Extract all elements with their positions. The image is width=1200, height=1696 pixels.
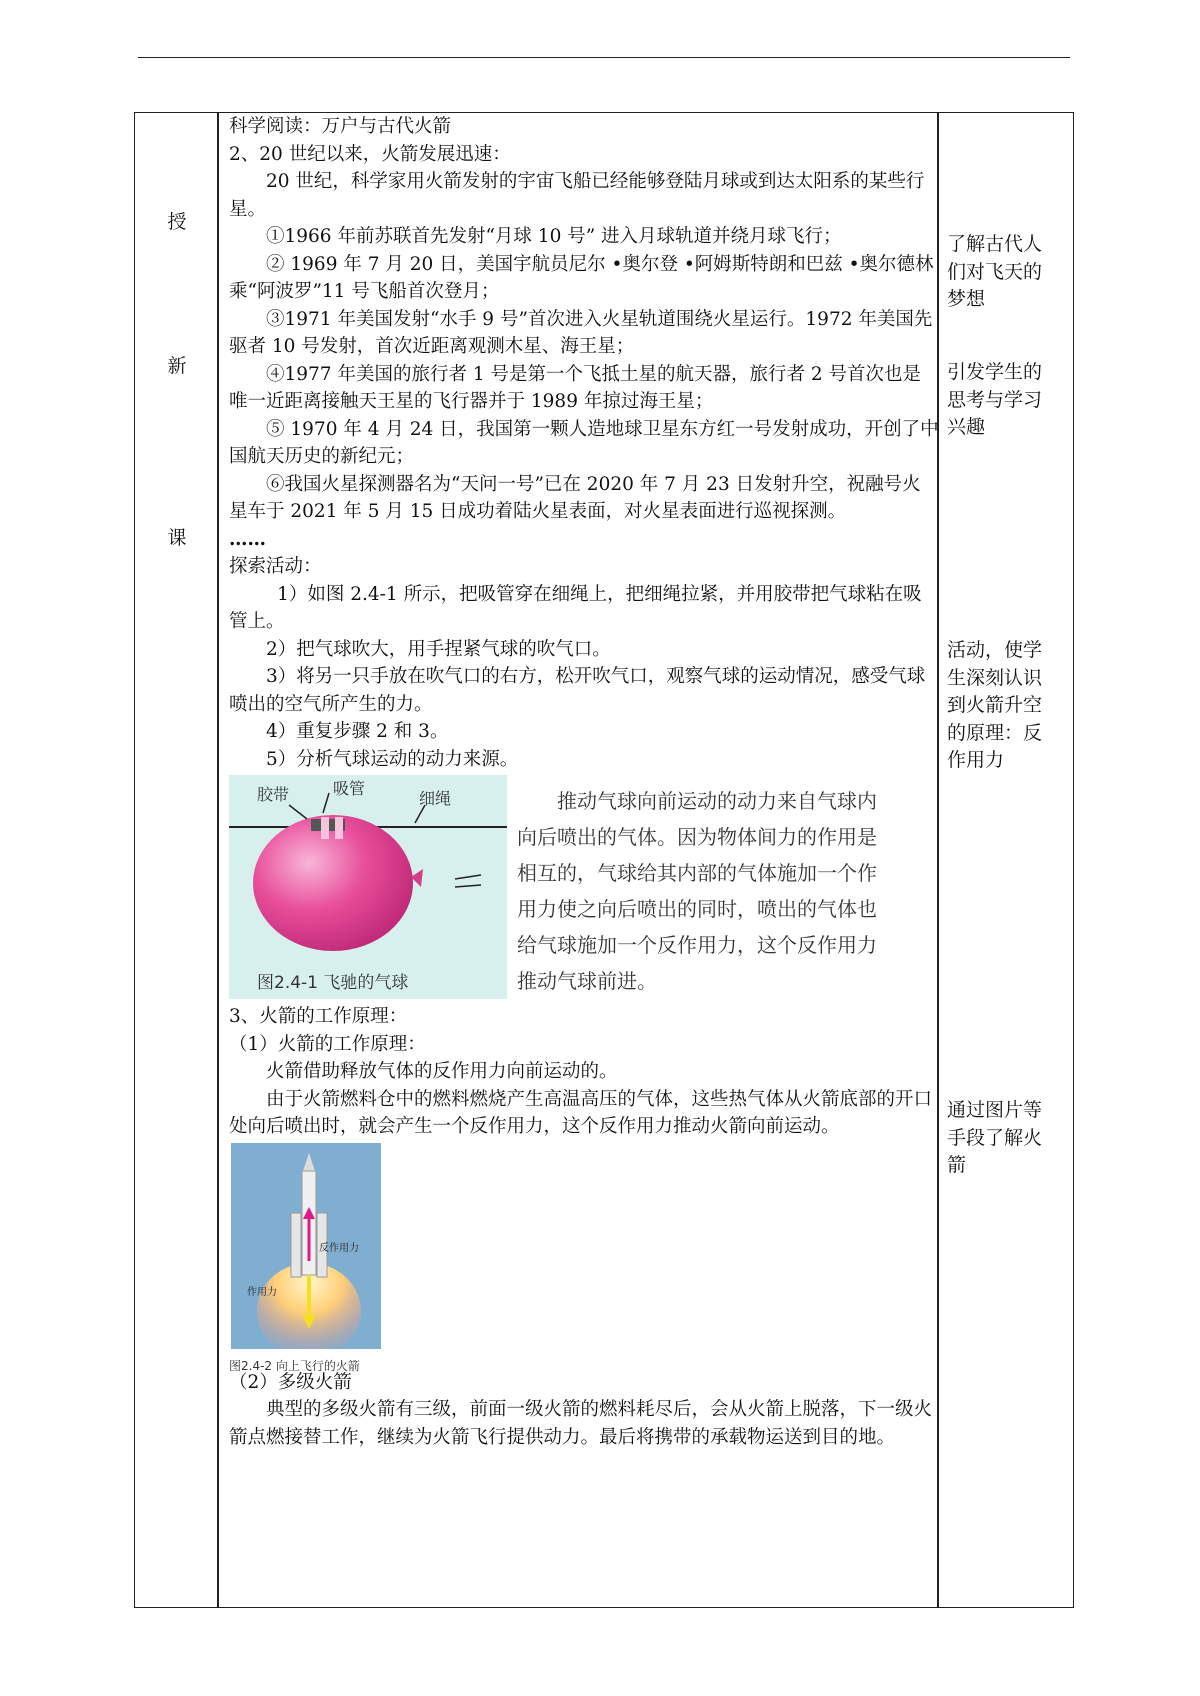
column-divider-left bbox=[217, 113, 219, 1607]
section-2-title: 2、20 世纪以来，火箭发展迅速： bbox=[229, 143, 511, 165]
label-string: 细绳 bbox=[419, 789, 452, 808]
history-item-4: ④1977 年美国的旅行者 1 号是第一个飞抵土星的航天器，旅行者 2 号首次也是唯一近距离接触天王星的飞行器并于 1989 年掠过海王星； bbox=[229, 363, 922, 412]
section-char-2: 新 bbox=[167, 355, 187, 377]
header-rule bbox=[138, 57, 1070, 58]
note-line: 到火箭升空 bbox=[947, 694, 1043, 716]
note-line: 了解古代人 bbox=[947, 233, 1043, 255]
explore-step-2: 2）把气球吹大，用手捏紧气球的吹气口。 bbox=[266, 638, 611, 660]
explore-step-5: 5）分析气球运动的动力来源。 bbox=[266, 748, 519, 770]
balloon-illustration bbox=[229, 775, 507, 999]
figure-balloon-explanation bbox=[517, 783, 877, 999]
history-item-1: ①1966 年前苏联首先发射“月球 10 号” 进入月球轨道并绕月球飞行； bbox=[266, 226, 842, 247]
main-content bbox=[229, 113, 939, 1451]
note-line: 思考与学习 bbox=[947, 388, 1043, 411]
label-action-force: 作用力 bbox=[247, 1286, 277, 1298]
multistage-paragraph: 典型的多级火箭有三级，前面一级火箭的燃料耗尽后，会从火箭上脱落，下一级火箭点燃接替工作，继续为火箭飞行提供动力。最后将携带的承载物运送到目的地。 bbox=[229, 1399, 933, 1448]
note-line: 手段了解火 bbox=[947, 1126, 1043, 1149]
label-straw: 吸管 bbox=[333, 779, 366, 798]
note-line: 兴趣 bbox=[947, 416, 986, 438]
history-item-5: ⑤ 1970 年 4 月 24 日，我国第一颗人造地球卫星东方红一号发射成功，开创了中国航天历史的新纪元； bbox=[229, 418, 939, 467]
ellipsis: …… bbox=[229, 528, 266, 550]
explanation-line: 向后喷出的气体。因为物体间力的作用是 bbox=[517, 825, 877, 849]
note-line: 生深刻认识 bbox=[947, 666, 1043, 689]
figure-balloon bbox=[229, 775, 939, 1001]
explore-step-3: 3）将另一只手放在吹气口的右方，松开吹气口，观察气球的运动情况，感受气球喷出的空气所产生的力。 bbox=[229, 666, 926, 715]
reading-title: 科学阅读：万户与古代火箭 bbox=[229, 116, 452, 137]
section-char-3: 课 bbox=[167, 527, 187, 549]
paragraph-20th-century: 20 世纪，科学家用火箭发射的宇宙飞船已经能够登陆月球或到达太阳系的某些行星。 bbox=[229, 171, 925, 220]
label-tape: 胶带 bbox=[257, 785, 290, 804]
note-line: 箭 bbox=[947, 1154, 967, 1176]
explore-title: 探索活动： bbox=[229, 556, 322, 577]
note-line: 引发学生的 bbox=[947, 361, 1043, 383]
note-line: 们对飞天的 bbox=[947, 260, 1043, 283]
explanation-line: 推动气球向前运动的动力来自气球内 bbox=[557, 789, 877, 813]
explore-step-1: 1）如图 2.4-1 所示，把吸管穿在细绳上，把细绳拉紧，并用胶带把气球粘在吸管上。 bbox=[229, 583, 922, 632]
figure-rocket bbox=[229, 1143, 939, 1373]
explanation-line: 相互的，气球给其内部的气体施加一个作 bbox=[517, 861, 877, 885]
note-line: 通过图片等 bbox=[947, 1099, 1043, 1121]
subsection-2-title: （2）多级火箭 bbox=[229, 1371, 352, 1393]
principle-1: 火箭借助释放气体的反作用力向前运动的。 bbox=[266, 1061, 618, 1082]
history-item-2: ② 1969 年 7 月 20 日，美国宇航员尼尔 •奥尔登 •阿姆斯特朗和巴兹 •奥尔德林乘“阿波罗”11 号飞船首次登月； bbox=[229, 253, 934, 302]
section-3-title: 3、火箭的工作原理： bbox=[229, 1006, 408, 1027]
principle-2: 由于火箭燃料仓中的燃料燃烧产生高温高压的气体，这些热气体从火箭底部的开口处向后喷出时，就会产生一个反作用力，这个反作用力推动火箭向前运动。 bbox=[229, 1088, 933, 1137]
note-goal-3 bbox=[947, 637, 1067, 775]
note-line: 活动，使学 bbox=[947, 639, 1043, 661]
section-char-1: 授 bbox=[167, 211, 187, 233]
lesson-table bbox=[134, 112, 1074, 1608]
rocket-illustration bbox=[231, 1143, 381, 1349]
figure-balloon-caption: 图2.4-1 飞驰的气球 bbox=[257, 972, 409, 993]
subsection-1-title: （1）火箭的工作原理： bbox=[229, 1033, 426, 1055]
explanation-line: 推动气球前进。 bbox=[517, 969, 657, 993]
note-line: 作用力 bbox=[947, 749, 1005, 771]
figure-rocket-caption: 图2.4-2 向上飞行的火箭 bbox=[229, 1358, 360, 1373]
label-reaction-force: 反作用力 bbox=[319, 1242, 359, 1254]
history-item-3: ③1971 年美国发射“水手 9 号”首次进入火星轨道围绕火星运行。1972 年美国先驱者 10 号发射，首次近距离观测木星、海王星； bbox=[229, 308, 933, 357]
note-line: 梦想 bbox=[947, 288, 986, 310]
note-goal-4 bbox=[947, 1097, 1067, 1180]
explore-step-4: 4）重复步骤 2 和 3。 bbox=[266, 721, 449, 742]
history-item-6: ⑥我国火星探测器名为“天问一号”已在 2020 年 7 月 23 日发射升空，祝融号火星车于 2021 年 5 月 15 日成功着陆火星表面，对火星表面进行巡视探测。 bbox=[229, 473, 921, 522]
note-goal-2 bbox=[947, 359, 1067, 442]
explanation-line: 用力使之向后喷出的同时，喷出的气体也 bbox=[517, 897, 877, 921]
note-line: 的原理：反 bbox=[947, 721, 1043, 744]
note-goal-1 bbox=[947, 231, 1067, 314]
explanation-line: 给气球施加一个反作用力，这个反作用力 bbox=[517, 933, 877, 957]
balloon-icon bbox=[229, 775, 507, 999]
